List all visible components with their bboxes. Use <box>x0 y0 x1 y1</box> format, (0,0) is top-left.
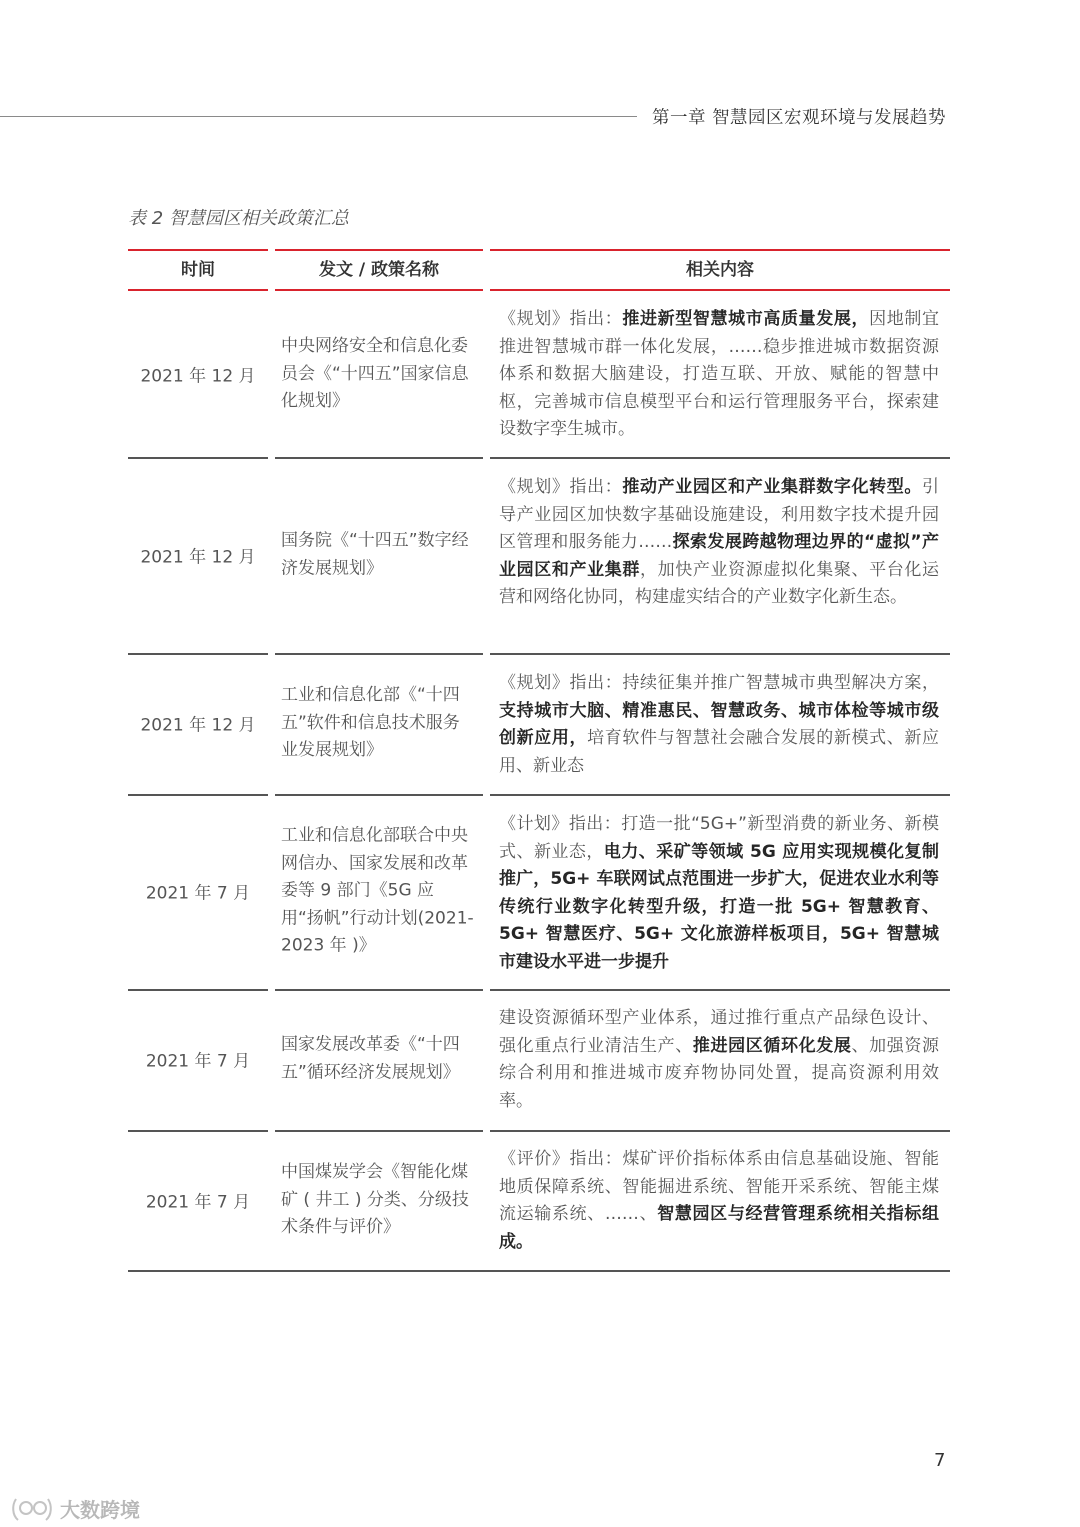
row-time: 2021 年 7 月 <box>145 1051 251 1072</box>
row-divider <box>275 653 483 655</box>
table-bottom-rule <box>128 1270 950 1272</box>
content-text: 《评价》指出：煤矿评价指标体系由信息基础设施、智能地质保障系统、智能掘进系统、智能开采系统、智能主煤流运输系统、……、 <box>499 1149 939 1224</box>
content-emphasis: 推动产业园区和产业集群数字化转型。 <box>622 477 922 497</box>
row-policy-name: 工业和信息化部联合中央网信办、国家发展和改革委等 9 部门《5G 应用“扬帆”行动计划(2021-2023 年 )》 <box>281 825 474 956</box>
page-number: 7 <box>934 1450 946 1471</box>
content-text: 《规划》指出： <box>499 477 623 497</box>
watermark <box>10 1494 140 1523</box>
row-content <box>499 811 939 976</box>
content-emphasis: 推进新型智慧城市高质量发展， <box>622 309 870 329</box>
row-policy-name: 中国煤炭学会《智能化煤矿 ( 井工 ) 分类、分级技术条件与评价》 <box>281 1161 469 1237</box>
column-header-content: 相关内容 <box>686 260 754 280</box>
row-time: 2021 年 12 月 <box>140 547 256 568</box>
watermark-text: 大数跨境 <box>60 1498 140 1522</box>
row-content <box>499 1005 939 1115</box>
content-emphasis: 推进园区循环化发展 <box>692 1035 852 1056</box>
header-bottom-rule <box>490 289 950 291</box>
row-divider <box>128 1130 268 1132</box>
row-divider <box>128 794 268 796</box>
row-divider <box>128 653 268 655</box>
watermark-logo-icon <box>10 1495 54 1523</box>
content-text: 《规划》指出： <box>499 309 623 329</box>
column-header-policy-name: 发文 / 政策名称 <box>318 260 440 280</box>
content-text: 因地制宜推进智慧城市群一体化发展，……稳步推进城市数据资源体系和数据大脑建设，打造互联、开放、赋能的智慧中枢，完善城市信息模型平台和运行管理服务平台，探索建设数字孪生城市。 <box>499 309 939 439</box>
row-divider <box>490 989 950 991</box>
content-text: 、加强资源综合利用和推进城市废弃物协同处置，提高资源利用效率。 <box>499 1035 939 1111</box>
content-emphasis: 电力、采矿等领域 5G 应用实现规模化复制推广，5G+ 车联网试点范围进一步扩大，促进农业水利等传统行业数字化转型升级，打造一批 5G+ 智慧教育、5G+ 智慧医疗、5G+ 文化旅游样板项目，5G+ 智慧城市建设水平进一步提升 <box>499 841 939 972</box>
row-divider <box>490 653 950 655</box>
row-time: 2021 年 7 月 <box>145 1192 251 1213</box>
content-emphasis: 探索发展跨越物理边界的“虚拟”产业园区和产业集群 <box>499 532 939 580</box>
row-policy-name: 中央网络安全和信息化委员会《“十四五”国家信息化规划》 <box>281 335 469 411</box>
table-caption: 表 2 智慧园区相关政策汇总 <box>128 208 349 229</box>
content-text: 建设资源循环型产业体系，通过推行重点产品绿色设计、强化重点行业清洁生产、 <box>499 1008 939 1056</box>
content-emphasis: 支持城市大脑、精准惠民、智慧政务、城市体检等城市级创新应用， <box>499 700 939 748</box>
row-policy-name: 工业和信息化部《“十四五”软件和信息技术服务业发展规划》 <box>281 684 460 760</box>
chapter-title: 第一章 智慧园区宏观环境与发展趋势 <box>652 108 947 128</box>
content-text: 《计划》指出：打造一批“5G+”新型消费的新业务、新模式、新业态， <box>499 814 939 862</box>
row-content <box>499 1146 939 1256</box>
row-time: 2021 年 12 月 <box>140 715 256 736</box>
row-divider <box>490 1130 950 1132</box>
row-content <box>499 670 939 780</box>
header-divider <box>0 116 637 117</box>
row-divider <box>275 1130 483 1132</box>
row-divider <box>128 457 268 459</box>
row-divider <box>275 794 483 796</box>
header-bottom-rule <box>275 289 483 291</box>
row-content <box>499 474 939 612</box>
row-divider <box>128 989 268 991</box>
row-content <box>499 306 939 444</box>
row-time: 2021 年 7 月 <box>145 883 251 904</box>
content-text: 引导产业园区加快数字基础设施建设，利用数字技术提升园区管理和服务能力…… <box>499 477 939 552</box>
row-divider <box>275 457 483 459</box>
content-text: ，加快产业资源虚拟化集聚、平台化运营和网络化协同，构建虚实结合的产业数字化新生态。 <box>499 559 939 607</box>
row-time: 2021 年 12 月 <box>140 366 256 387</box>
row-policy-name: 国家发展改革委《“十四五”循环经济发展规划》 <box>281 1034 460 1082</box>
content-emphasis: 智慧园区与经营管理系统相关指标组成。 <box>499 1204 940 1252</box>
row-divider <box>275 989 483 991</box>
column-header-time: 时间 <box>181 260 215 280</box>
content-text: 培育软件与智慧社会融合发展的新模式、新应用、新业态 <box>499 728 939 776</box>
header-bottom-rule <box>128 289 268 291</box>
row-divider <box>490 794 950 796</box>
row-divider <box>490 457 950 459</box>
row-policy-name: 国务院《“十四五”数字经济发展规划》 <box>281 530 469 578</box>
content-text: 《规划》指出：持续征集并推广智慧城市典型解决方案， <box>499 673 939 693</box>
